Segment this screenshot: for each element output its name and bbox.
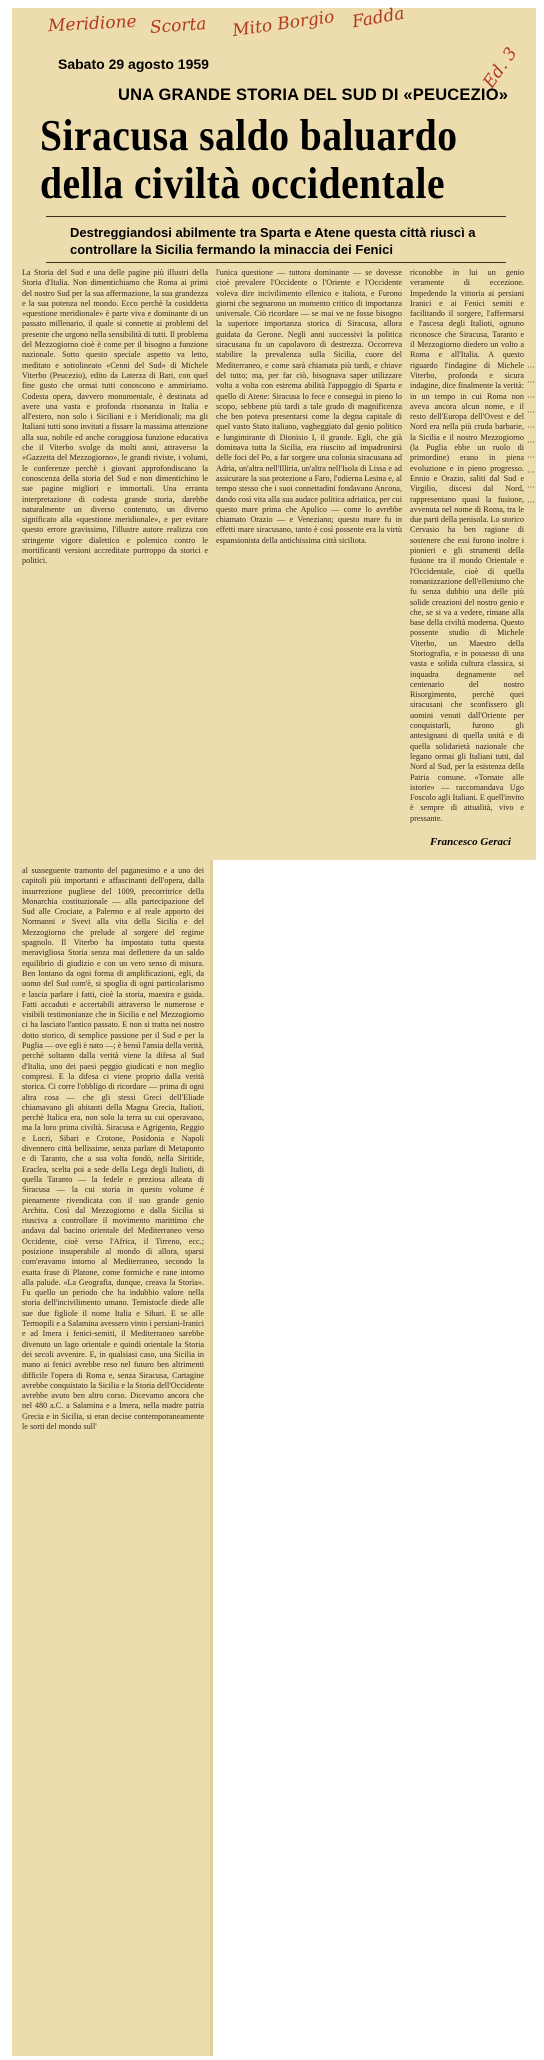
article-signature: Francesco Geraci (430, 836, 511, 848)
article-column-1: La Storia del Sud e una delle pagine più illustri della Storia d'Italia. Non dimentichiamo che Roma ai primi del nostro Sud per la sua affermazione, la sua grandezza e la sua potenza nel mondo. Ecco perchè la cosiddetta «questione meridionale» è parte viva e dominante di un passato millenario, il quale si connette ai problemi del presente che urgono nella sensibilità di tutti. Il problema del Mezzogiorno cioè è come per il bisogno a funzione nazionale. Sotto questo speciale aspetto va letto, meditato e sottolineato «Cenni del Sud» di Michele Viterbo (Peucezio), edito da Laterza di Bari, con quel fine gusto che ormai tutti conoscono e ammiriamo. Codesta opera, davvero monumentale, è destinata ad avere una vasta e profonda risonanza in Italia e all'estero, non solo i Siciliani e i Meridionali; ma gli Italiani tutti sono invitati a fissare la massima attenzione alla sua, nobile ed anche coraggiosa funzione educativa che il Viterbo svolge da molti anni, attraverso la «Gazzetta del Mezzogiorno», le grandi riviste, i volumi, le conferenze perchè i giovani approfondiscano la conoscenza della storia del Sud e non dimentichino le sue pagine migliori e immortali. Una erranta interpretazione di codesta grande storia, darebbe naturalmente un diverso contenuto, un diverso significato alla «questione meridionale», e per evitare questo errore gravissimo, l'illustre autore realizza con stringente vigore dialettico e polemico contro le mortificanti versioni accreditate purtroppo da storici e politici. (22, 268, 208, 566)
article-kicker: UNA GRANDE STORIA DEL SUD DI «PEUCEZIO» (118, 86, 509, 104)
divider (46, 216, 506, 217)
handwritten-note: Fadda (350, 3, 407, 33)
divider (46, 262, 506, 263)
article-column-3: riconobbe in lui un genio veramente di eccezione. Impedendo la vittoria ai persiani Iranici e ai Fenici semiti e facilitando il sorgere, l'affermarsi e l'ascesa degli Italioti, ognuno riconosce che Siracusa, Taranto e il Mezzogiorno diedero un volto a Roma e all'Italia. A questo riguardo l'indagine di Michele Viterbo, profonda e sicura indagine, dice finalmente la verità: in un tempo in cui Roma non aveva ancora alcun nome, e il resto dell'Europa dell'Ovest e del Nord era nella più cruda barbarie, la Sicilia e il nostro Mezzogiorno (la Puglia ebbe un ruolo di primordine) erano in piena evoluzione e in pieno progresso. Ennio e Orazio, saliti dal Sud e Virgilio, discesi dal Nord, rappresentano quasi la fusione, avvenuta nel nome di Roma, tra le due parti della penisola. Lo storico Cervasio ha ben ragione di sostenere che essi furono inoltre i pionieri e gli strumenti della fusione tra il mondo Orientale e l'Occidentale, cioè di quella romanizzazione dell'ellenismo che fu senza dubbio una delle più solide creazioni del nostro genio e che, se si va a vedere, rimane alla base della civiltà moderna. Questo possente studio di Michele Viterbo, un Maestro della Storiografia, e in possesso di una vasta e solida cultura classica, si inquadra degnamente nel centenario del nostro Risorgimento, perchè quei siracusani che sconfissero gli uomini venuti dall'Oriente per conquistarli, furono gli antesignani di quella unità e di quella solidarietà nazionale che legano ormai gli Italiani tutti, dal Nord al Sud, per la esistenza della Patria comune. «Tornate alle istorie» — raccomandava Ugo Foscolo agli Italiani. E quell'invito è sempre di attualità, vivo e pressante. (410, 268, 524, 823)
headline-line-2: della civiltà occidentale (40, 159, 445, 208)
article-subhead: Destreggiandosi abilmente tra Sparta e Atene questa città riuscì a controllare la Sicilia fermando la minaccia dei Fenici (70, 225, 476, 257)
article-column-1-continued: al susseguente tramonto del paganesimo e a uno dei capitoli più importanti e affascinanti dell'opera, dalla insurrezione pugliese del 1009, precorritrice della Monarchia costituzionale — alla partecipazione del Sud alle Crociate, a Palermo e al reale apporto dei Normanni e Svevi alla vita della Sicilia e del Mezzogiorno che prelude al sorgere del regime spagnolo. Il Viterbo ha impostato tutta questa meravigliosa Storia senza mai deflettere da un saldo equilibrio di giudizio e con un vero senso di misura. Ben lontano da ogni forma di amplificazioni, egli, da uomo del Sud com'è, si spoglia di ogni particolarismo e lascia parlare i fatti, cioè la storia, maestra e guida. Fatti accaduti e accertabili attraverso le numerose e visibili testimonianze che in Sicilia e nel Mezzogiorno ci ha lasciato l'antico passato. E non si tratta nei nostro dotto storico, di semplice passione per il Sud e per la Puglia — ove egli è nato —; è bensì l'ansia della verità, perchè soltanto dalla verità viene la difesa al Sud d'Italia, uno dei paesi peggio giudicati e non meglio compresi. E la difesa ci viene proprio dalla verità storica. Ci corre l'obbligo di ricordare — prima di ogni altra cosa — che gli stessi Greci dell'Eliade chiamavano gli abitanti della Magna Grecia, Italioti, perchè Italica era, non solo la terra su cui operavano, ma la loro prima civiltà. Siracusa e Agrigento, Reggio e Locri, Sibari e Crotone, Posidonia e Napoli divennero città bellissime, senza parlare di Metaponto e di Taranto, che a sua volta fondò, nella Siritide, Eraclea, scelta poi a sede della Lega degli Italioti, di quella Taranto — la fedele e preziosa alleata di Siracusa — la cui storia in questo volume è pienamente rivendicata con il suo grande genio Archita. Così dal Mezzogiorno e dalla Sicilia si riusciva a controllare il movimento marittimo che andava dal bacino orientale del Mediterraneo verso Occidente, cioè verso l'Africa, il Tirreno, ecc.; posizione insuperabile al mondo di allora, sparsi com'eravamo intorno al Mediterraneo, secondo la esatta frase di Platone, come formiche e rane intorno alla palude. «La Geografia, dunque, creava la Storia». Fu quello un periodo che ha indubbio valore nella storia dell'incivilimento umano. Temistocle diede alle sue due figliole il nome Italia e Sibari. E se alle Termopili e a Salamina avessero vinto i persiani-Iranici e ad Imera i fenici-semiti, il Mediterraneo sarebbe divenuto un lago orientale e quindi orientale la Storia dei secoli avvenire. E, in qualsiasi caso, una Sicilia in mano ai fenici avrebbe reso nel futuro ben altrimenti difficile l'opera di Roma e, senza Siracusa, Cartagine avrebbe conquistato la Sicilia e la Storia dell'Occidente avrebbe avuto ben altro corso. Dicevamo ancora che nel 480 a.C. a Salamina e a Imera, nella madre patria Grecia e in Sicilia, si eran decise contemporaneamente le sorti del mondo sull' (22, 866, 204, 1432)
handwritten-note: Ed. 3 (479, 43, 522, 93)
handwritten-note: Meridione (47, 11, 138, 37)
article-date: Sabato 29 agosto 1959 (58, 56, 209, 72)
handwritten-note: Scorta (149, 14, 208, 38)
handwritten-note: Mito Borgio (231, 6, 336, 42)
headline-line-1: Siracusa saldo baluardo (40, 111, 458, 160)
article-column-2: l'unica questione — tuttora dominante — se dovesse cioè prevalere l'Occidente o l'Oriente e l'Occidente voleva dire incivilimento ellenico e italiota, e Furono giorni che segnarono un momento critico di importanza universale. Ciò ricordare — se mai ve ne fosse bisogno la superiore importanza storica di Siracusa, allora guidata da Gerone. Negli anni successivi la politica siracusana fu un capolavoro di destrezza. Occorreva stabilire la prevalenza sulla Sicilia, cuore del Mediterraneo, e come sarà chiamata più tardi, e chiave del tutto; ma, per far ciò, bisognava saper utilizzare volta a volta con estrema abilità l'appoggio di Sparta e quello di Atene: Siracusa lo fece e conseguì in pieno lo scopo, sebbene più tardi a tale grado di magnificenza che ben poteva presentarsi come la degna capitale di quel vasto Stato italiano, vagheggiato dal genio politico e lungimirante di Dionisio I, il grande. Egli, che già dominava tutta la Sicilia, era riuscito ad impadronirsi delle foci del Po, a far sorgere una colonia siracusana ad Adria, un'altra nell'Illiria, un'altra nell'Isola di Lissa e ad assicurare la sua protezione a Faro, l'odierna Lesina e, al tempo stesso che i suoi connettadini fondavano Ancona, dando così vita alla sua audace politica adriatica, per cui questo mare prima che Apulico — come lo avrebbe chiamato Orazio — e Veneziano; questo mare fu in effetti mare siracusano, tanto è così possente era la virtù espansionista della antichissima città siciliota. (216, 268, 402, 545)
margin-strip: ······························ (527, 363, 535, 507)
